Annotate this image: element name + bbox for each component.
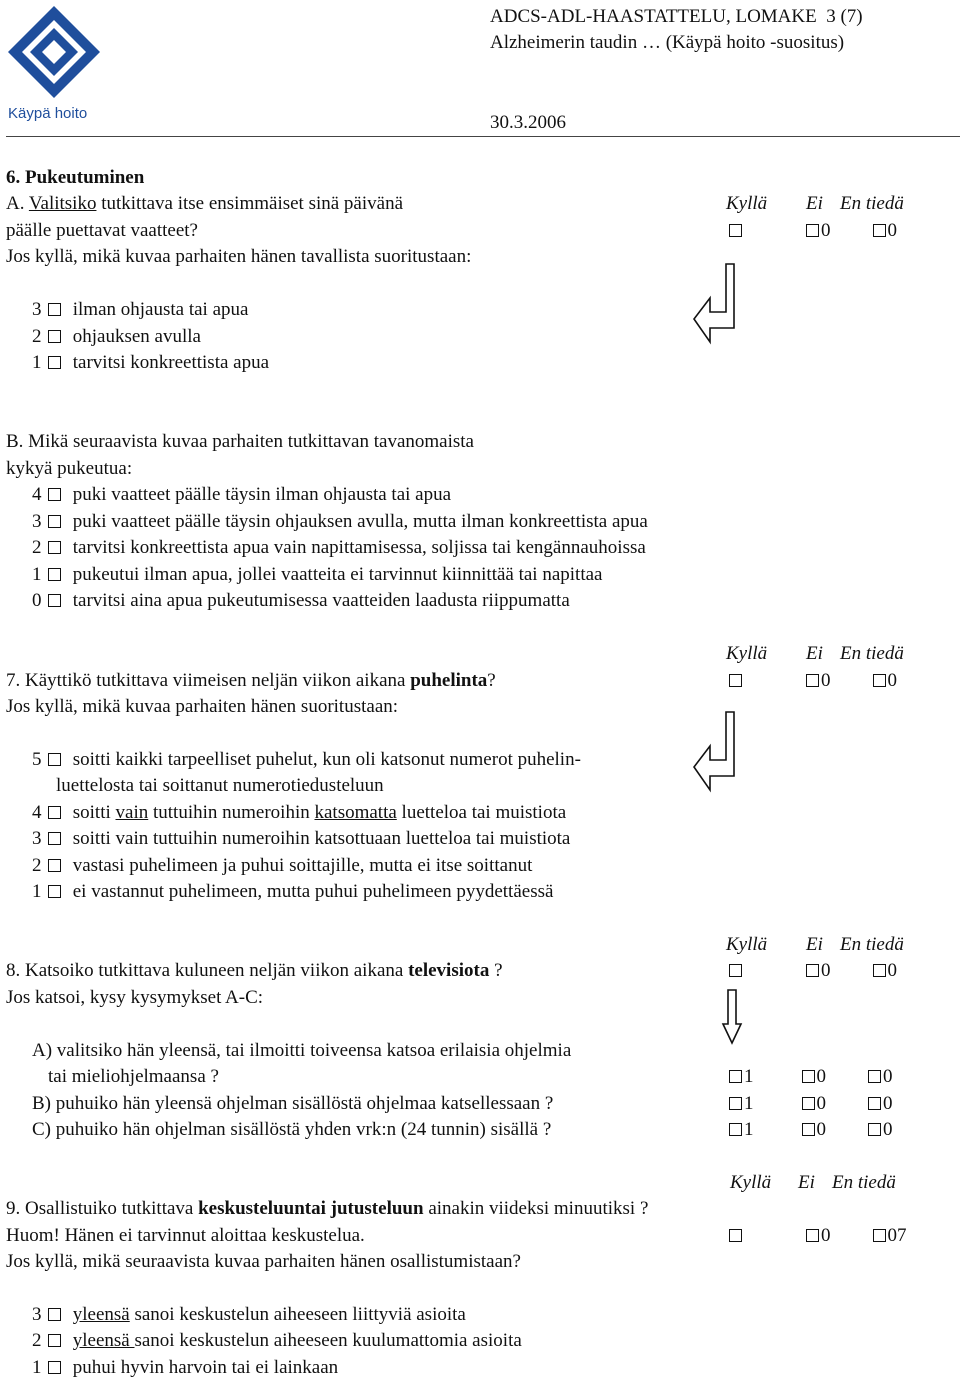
s8b-no-checkbox[interactable] — [802, 1097, 815, 1110]
col-header-yes: Kyllä — [726, 643, 768, 664]
col-header-no: Ei — [798, 1172, 815, 1193]
s6-question-a: A. Valitsiko tutkittava itse ensimmäiset sinä päivänä — [6, 193, 404, 214]
col-header-yes: Kyllä — [726, 934, 768, 955]
col-header-no: Ei — [806, 643, 823, 664]
s9-option-3-checkbox[interactable] — [48, 1308, 61, 1321]
s9-question: 9. Osallistuiko tutkittava keskusteluuntai jutusteluun ainakin viideksi minuutiksi ? — [6, 1198, 649, 1219]
s6b-option-1-checkbox[interactable] — [48, 568, 61, 581]
s8b-dk-checkbox[interactable] — [868, 1097, 881, 1110]
s7-question: 7. Käyttikö tutkittava viimeisen neljän viikon aikana puhelinta? — [6, 670, 496, 691]
down-arrow-icon — [720, 988, 744, 1046]
s9-followup: Jos kyllä, mikä seuraavista kuvaa parhaiten hänen osallistumistaan? — [6, 1251, 521, 1272]
bent-arrow-icon — [692, 710, 742, 796]
s6b-option-1: 1 pukeutui ilman apua, jollei vaatteita ei tarvinnut kiinnittää tai napittaa — [32, 564, 603, 585]
s7-option-4: 4 soitti vain tuttuihin numeroihin katsomatta luetteloa tai muistiota — [32, 802, 567, 823]
form-title: ADCS-ADL-HAASTATTELU, LOMAKE 3 (7) — [490, 6, 863, 27]
s6a-option-2: 2 ohjauksen avulla — [32, 326, 201, 347]
col-header-dk: En tiedä — [840, 934, 904, 955]
logo-text: Käypä hoito — [8, 105, 88, 122]
s6b-option-3: 3 puki vaatteet päälle täysin ohjauksen avulla, mutta ilman konkreettista apua — [32, 511, 648, 532]
s8-question-a: A) valitsiko hän yleensä, tai ilmoitti toiveensa katsoa erilaisia ohjelmia — [32, 1040, 572, 1061]
s7-option-5-checkbox[interactable] — [48, 753, 61, 766]
s8-dk-checkbox[interactable] — [873, 964, 886, 977]
s7-no-checkbox[interactable] — [806, 674, 819, 687]
s9-option-2: 2 yleensä sanoi keskustelun aiheeseen kuulumattomia asioita — [32, 1330, 522, 1351]
s8a-answers: 1 0 0 — [727, 1066, 893, 1088]
s9-answers: 0 07 — [727, 1225, 907, 1247]
s9-option-3: 3 yleensä sanoi keskustelun aiheeseen liittyviä asioita — [32, 1304, 466, 1325]
s6a-dk-checkbox[interactable] — [873, 224, 886, 237]
s6b-option-0: 0 tarvitsi aina apua pukeutumisessa vaatteiden laadusta riippumatta — [32, 590, 570, 611]
s9-option-2-checkbox[interactable] — [48, 1334, 61, 1347]
s6-question-b: B. Mikä seuraavista kuvaa parhaiten tutkittavan tavanomaista — [6, 431, 474, 452]
header-divider — [6, 136, 960, 137]
s6-question-b-line2: kykyä pukeutua: — [6, 458, 133, 479]
s8a-dk-checkbox[interactable] — [868, 1070, 881, 1083]
s8c-dk-checkbox[interactable] — [868, 1123, 881, 1136]
s6b-option-2: 2 tarvitsi konkreettista apua vain napittamisessa, soljissa tai kengännauhoissa — [32, 537, 646, 558]
s7-option-4-checkbox[interactable] — [48, 806, 61, 819]
s6a-yes-checkbox[interactable] — [729, 224, 742, 237]
s9-option-1: 1 puhui hyvin harvoin tai ei lainkaan — [32, 1357, 339, 1378]
col-header-yes: Kyllä — [730, 1172, 772, 1193]
col-header-dk: En tiedä — [840, 643, 904, 664]
s9-dk-checkbox[interactable] — [873, 1229, 886, 1242]
s7-option-3-checkbox[interactable] — [48, 832, 61, 845]
s6a-answers: 0 0 — [727, 220, 897, 242]
s7-option-1-checkbox[interactable] — [48, 885, 61, 898]
s6a-option-1: 1 tarvitsi konkreettista apua — [32, 352, 270, 373]
col-header-yes: Kyllä — [726, 193, 768, 214]
s8-question-a-line2: tai mieliohjelmaansa ? — [48, 1066, 219, 1087]
s7-yes-checkbox[interactable] — [729, 674, 742, 687]
s8c-no-checkbox[interactable] — [802, 1123, 815, 1136]
s8-yes-checkbox[interactable] — [729, 964, 742, 977]
s8-question: 8. Katsoiko tutkittava kuluneen neljän viikon aikana televisiota ? — [6, 960, 503, 981]
form-date: 30.3.2006 — [490, 112, 566, 133]
bent-arrow-icon — [692, 262, 742, 348]
s7-dk-checkbox[interactable] — [873, 674, 886, 687]
s8-answers: 0 0 — [727, 960, 897, 982]
s9-yes-checkbox[interactable] — [729, 1229, 742, 1242]
s6b-option-2-checkbox[interactable] — [48, 541, 61, 554]
kaypa-hoito-logo — [6, 4, 106, 124]
s6a-option-3: 3 ilman ohjausta tai apua — [32, 299, 249, 320]
s6b-option-3-checkbox[interactable] — [48, 515, 61, 528]
s7-option-3: 3 soitti vain tuttuihin numeroihin katsottuaan luetteloa tai muistiota — [32, 828, 571, 849]
s8-question-c: C) puhuiko hän ohjelman sisällöstä yhden vrk:n (24 tunnin) sisällä ? — [32, 1119, 552, 1140]
s9-no-checkbox[interactable] — [806, 1229, 819, 1242]
s6a-no-checkbox[interactable] — [806, 224, 819, 237]
s8a-no-checkbox[interactable] — [802, 1070, 815, 1083]
s6b-option-4: 4 puki vaatteet päälle täysin ilman ohjausta tai apua — [32, 484, 452, 505]
s8b-answers: 1 0 0 — [727, 1093, 893, 1115]
s7-option-2-checkbox[interactable] — [48, 859, 61, 872]
s6a-followup: Jos kyllä, mikä kuvaa parhaiten hänen tavallista suoritustaan: — [6, 246, 472, 267]
s7-option-5: 5 soitti kaikki tarpeelliset puhelut, kun oli katsonut numerot puhelin- — [32, 749, 581, 770]
col-header-no: Ei — [806, 193, 823, 214]
s6a-option-3-checkbox[interactable] — [48, 303, 61, 316]
s8-followup: Jos katsoi, kysy kysymykset A-C: — [6, 987, 264, 1008]
col-header-dk: En tiedä — [840, 193, 904, 214]
s6b-option-4-checkbox[interactable] — [48, 488, 61, 501]
s8c-yes-checkbox[interactable] — [729, 1123, 742, 1136]
s6-question-a-line2: päälle puettavat vaatteet? — [6, 220, 198, 241]
s8b-yes-checkbox[interactable] — [729, 1097, 742, 1110]
s6b-option-0-checkbox[interactable] — [48, 594, 61, 607]
page-number: 3 (7) — [826, 6, 863, 27]
s7-option-1: 1 ei vastannut puhelimeen, mutta puhui puhelimeen pyydettäessä — [32, 881, 554, 902]
s8-no-checkbox[interactable] — [806, 964, 819, 977]
s7-answers: 0 0 — [727, 670, 897, 692]
s7-option-2: 2 vastasi puhelimeen ja puhui soittajille, mutta ei itse soittanut — [32, 855, 533, 876]
s9-note: Huom! Hänen ei tarvinnut aloittaa keskustelua. — [6, 1225, 365, 1246]
s9-option-1-checkbox[interactable] — [48, 1361, 61, 1374]
s8a-yes-checkbox[interactable] — [729, 1070, 742, 1083]
section-6-heading: 6. Pukeutuminen — [6, 167, 145, 188]
s7-option-5-line2: luettelosta tai soittanut numerotiedusteluun — [56, 775, 384, 796]
s7-followup: Jos kyllä, mikä kuvaa parhaiten hänen suoritustaan: — [6, 696, 399, 717]
s6a-option-2-checkbox[interactable] — [48, 330, 61, 343]
s8c-answers: 1 0 0 — [727, 1119, 893, 1141]
col-header-dk: En tiedä — [832, 1172, 896, 1193]
s8-question-b: B) puhuiko hän yleensä ohjelman sisällöstä ohjelmaa katsellessaan ? — [32, 1093, 554, 1114]
col-header-no: Ei — [806, 934, 823, 955]
s6a-option-1-checkbox[interactable] — [48, 356, 61, 369]
form-subtitle: Alzheimerin taudin … (Käypä hoito -suositus) — [490, 32, 845, 53]
